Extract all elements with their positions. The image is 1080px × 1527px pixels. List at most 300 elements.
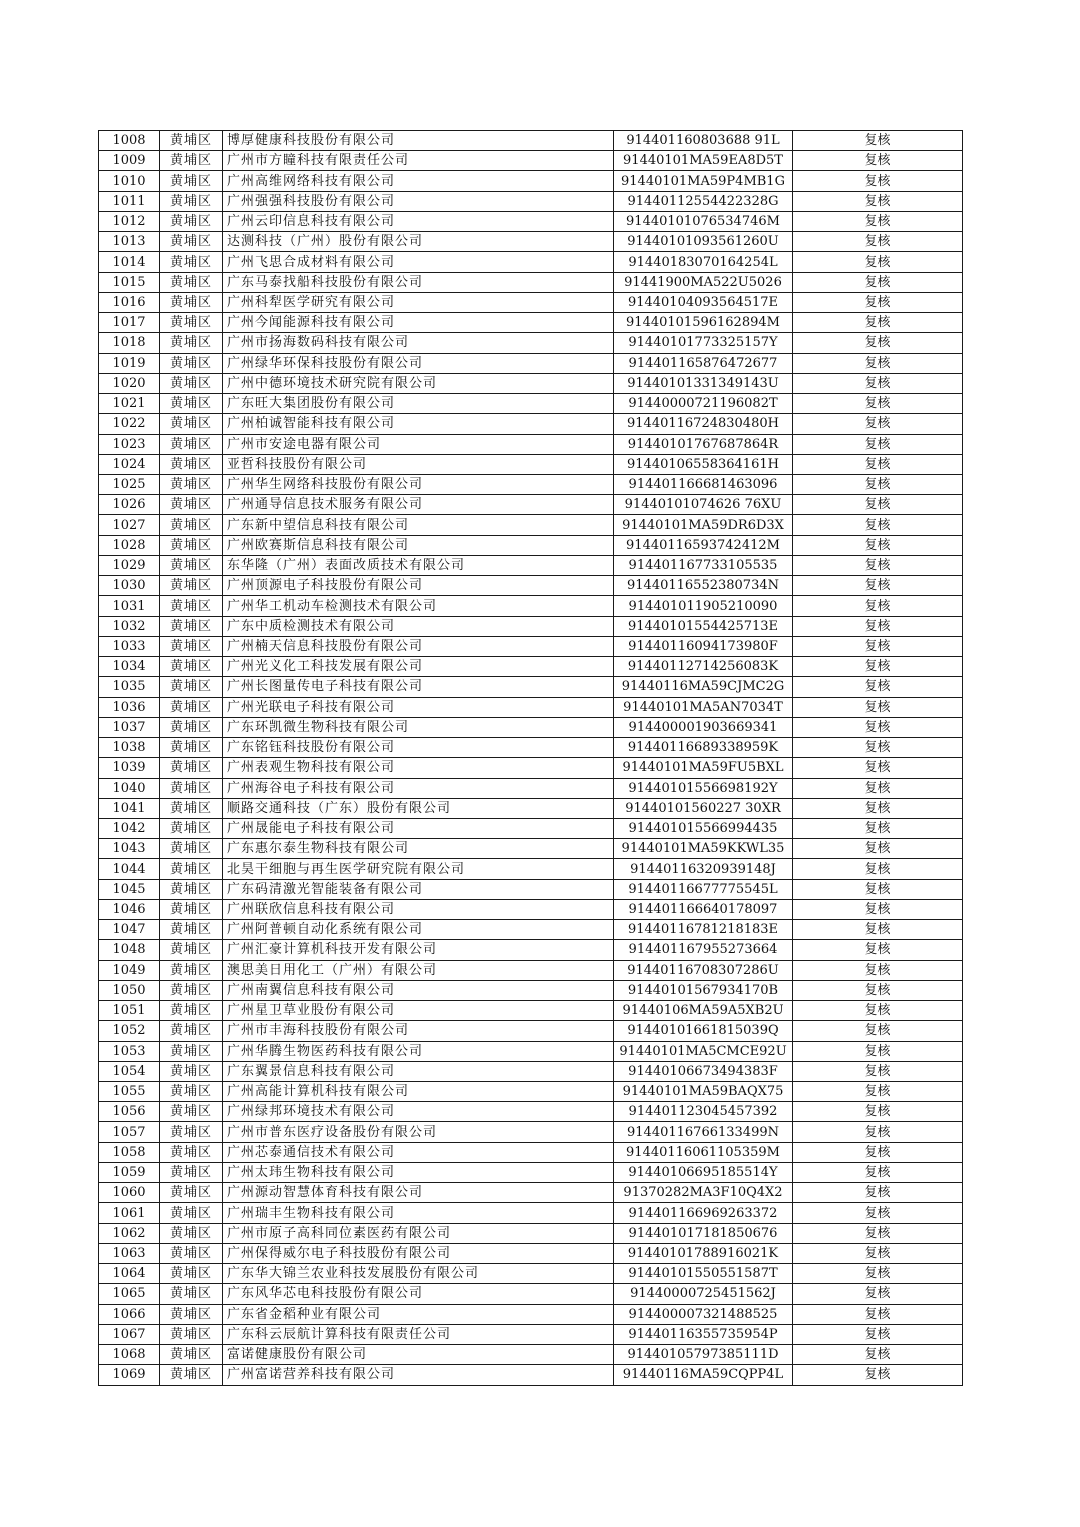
credit-code-cell: 91440116MA59CJMC2G — [614, 677, 793, 697]
company-name-cell: 广东科云辰航计算科技有限责任公司 — [223, 1324, 614, 1344]
row-number: 1037 — [99, 717, 160, 737]
table-row — [99, 211, 963, 231]
credit-code-cell: 914400001903669341 — [614, 717, 793, 737]
company-name-cell: 广州强强科技股份有限公司 — [223, 191, 614, 211]
table-row — [99, 596, 963, 616]
row-number: 1015 — [99, 272, 160, 292]
company-name-cell: 广州飞思合成材料有限公司 — [223, 252, 614, 272]
review-type-cell: 复核 — [793, 1345, 963, 1365]
row-number: 1058 — [99, 1142, 160, 1162]
review-type-cell: 复核 — [793, 495, 963, 515]
review-type-cell: 复核 — [793, 1041, 963, 1061]
company-name-cell: 广州汇豪计算机科技开发有限公司 — [223, 940, 614, 960]
district-cell: 黄埔区 — [160, 738, 223, 758]
table-row — [99, 839, 963, 859]
table-row — [99, 353, 963, 373]
district-cell: 黄埔区 — [160, 1162, 223, 1182]
table-row — [99, 818, 963, 838]
review-type-cell: 复核 — [793, 1183, 963, 1203]
district-cell: 黄埔区 — [160, 333, 223, 353]
table-row — [99, 738, 963, 758]
district-cell: 黄埔区 — [160, 171, 223, 191]
row-number: 1016 — [99, 292, 160, 312]
review-type-cell: 复核 — [793, 697, 963, 717]
review-type-cell: 复核 — [793, 454, 963, 474]
company-name-cell: 广东翼景信息科技有限公司 — [223, 1061, 614, 1081]
company-name-cell: 澳思美日用化工（广州）有限公司 — [223, 960, 614, 980]
row-number: 1044 — [99, 859, 160, 879]
row-number: 1025 — [99, 474, 160, 494]
district-cell: 黄埔区 — [160, 839, 223, 859]
row-number: 1030 — [99, 576, 160, 596]
credit-code-cell: 914400007321488525 — [614, 1304, 793, 1324]
district-cell: 黄埔区 — [160, 1264, 223, 1284]
district-cell: 黄埔区 — [160, 1183, 223, 1203]
credit-code-cell: 91440116689338959K — [614, 738, 793, 758]
district-cell: 黄埔区 — [160, 697, 223, 717]
table-row — [99, 1284, 963, 1304]
table-row — [99, 313, 963, 333]
review-type-cell: 复核 — [793, 738, 963, 758]
credit-code-cell: 91440101567934170B — [614, 980, 793, 1000]
review-type-cell: 复核 — [793, 555, 963, 575]
review-type-cell: 复核 — [793, 920, 963, 940]
review-type-cell: 复核 — [793, 1162, 963, 1182]
company-name-cell: 广州市丰海科技股份有限公司 — [223, 1021, 614, 1041]
district-cell: 黄埔区 — [160, 1122, 223, 1142]
credit-code-cell: 914401167955273664 — [614, 940, 793, 960]
row-number: 1055 — [99, 1082, 160, 1102]
company-name-cell: 广东省金稻种业有限公司 — [223, 1304, 614, 1324]
district-cell: 黄埔区 — [160, 1102, 223, 1122]
company-name-cell: 广州晟能电子科技有限公司 — [223, 818, 614, 838]
row-number: 1031 — [99, 596, 160, 616]
district-cell: 黄埔区 — [160, 353, 223, 373]
district-cell: 黄埔区 — [160, 555, 223, 575]
credit-code-cell: 914401015566994435 — [614, 818, 793, 838]
district-cell: 黄埔区 — [160, 1284, 223, 1304]
district-cell: 黄埔区 — [160, 292, 223, 312]
company-name-cell: 广州源动智慧体育科技有限公司 — [223, 1183, 614, 1203]
table-row — [99, 1324, 963, 1344]
row-number: 1010 — [99, 171, 160, 191]
table-body — [99, 131, 963, 1386]
table-row — [99, 717, 963, 737]
review-type-cell: 复核 — [793, 1021, 963, 1041]
row-number: 1034 — [99, 657, 160, 677]
company-name-cell: 广州富诺营养科技有限公司 — [223, 1365, 614, 1385]
table-row — [99, 1264, 963, 1284]
company-name-cell: 广东铭钰科技股份有限公司 — [223, 738, 614, 758]
company-name-cell: 东华隆（广州）表面改质技术有限公司 — [223, 555, 614, 575]
credit-code-cell: 914401011905210090 — [614, 596, 793, 616]
table-row — [99, 151, 963, 171]
credit-code-cell: 91440101MA59FU5BXL — [614, 758, 793, 778]
row-number: 1053 — [99, 1041, 160, 1061]
row-number: 1047 — [99, 920, 160, 940]
review-type-cell: 复核 — [793, 576, 963, 596]
table-row — [99, 758, 963, 778]
district-cell: 黄埔区 — [160, 920, 223, 940]
credit-code-cell: 914401017181850676 — [614, 1223, 793, 1243]
table-row — [99, 616, 963, 636]
table-row — [99, 920, 963, 940]
review-type-cell: 复核 — [793, 515, 963, 535]
table-row — [99, 697, 963, 717]
row-number: 1061 — [99, 1203, 160, 1223]
review-type-cell: 复核 — [793, 1243, 963, 1263]
table-row — [99, 535, 963, 555]
review-type-cell: 复核 — [793, 211, 963, 231]
district-cell: 黄埔区 — [160, 515, 223, 535]
row-number: 1019 — [99, 353, 160, 373]
district-cell: 黄埔区 — [160, 1061, 223, 1081]
table-row — [99, 292, 963, 312]
company-name-cell: 广州市扬海数码科技有限公司 — [223, 333, 614, 353]
credit-code-cell: 914401166681463096 — [614, 474, 793, 494]
district-cell: 黄埔区 — [160, 636, 223, 656]
review-type-cell: 复核 — [793, 1284, 963, 1304]
company-name-cell: 广东环凯微生物科技有限公司 — [223, 717, 614, 737]
district-cell: 黄埔区 — [160, 596, 223, 616]
row-number: 1041 — [99, 798, 160, 818]
row-number: 1033 — [99, 636, 160, 656]
review-type-cell: 复核 — [793, 717, 963, 737]
district-cell: 黄埔区 — [160, 576, 223, 596]
table-row — [99, 232, 963, 252]
company-name-cell: 广州南翼信息科技有限公司 — [223, 980, 614, 1000]
table-row — [99, 1365, 963, 1385]
table-row — [99, 252, 963, 272]
row-number: 1063 — [99, 1243, 160, 1263]
row-number: 1011 — [99, 191, 160, 211]
credit-code-cell: 91440101596162894M — [614, 313, 793, 333]
table-row — [99, 1061, 963, 1081]
credit-code-cell: 914401166969263372 — [614, 1203, 793, 1223]
company-name-cell: 广州华腾生物医药科技有限公司 — [223, 1041, 614, 1061]
row-number: 1026 — [99, 495, 160, 515]
row-number: 1022 — [99, 414, 160, 434]
row-number: 1013 — [99, 232, 160, 252]
credit-code-cell: 91440101076534746M — [614, 211, 793, 231]
district-cell: 黄埔区 — [160, 1001, 223, 1021]
credit-code-cell: 91440101767687864R — [614, 434, 793, 454]
review-type-cell: 复核 — [793, 353, 963, 373]
row-number: 1028 — [99, 535, 160, 555]
credit-code-cell: 91370282MA3F10Q4X2 — [614, 1183, 793, 1203]
row-number: 1045 — [99, 879, 160, 899]
row-number: 1035 — [99, 677, 160, 697]
row-number: 1029 — [99, 555, 160, 575]
review-type-cell: 复核 — [793, 1082, 963, 1102]
credit-code-cell: 91440000721196082T — [614, 394, 793, 414]
credit-code-cell: 91440106695185514Y — [614, 1162, 793, 1182]
table-row — [99, 940, 963, 960]
district-cell: 黄埔区 — [160, 313, 223, 333]
row-number: 1048 — [99, 940, 160, 960]
district-cell: 黄埔区 — [160, 373, 223, 393]
row-number: 1050 — [99, 980, 160, 1000]
row-number: 1036 — [99, 697, 160, 717]
table-row — [99, 1142, 963, 1162]
company-name-cell: 广州表观生物科技有限公司 — [223, 758, 614, 778]
table-row — [99, 1162, 963, 1182]
row-number: 1023 — [99, 434, 160, 454]
row-number: 1066 — [99, 1304, 160, 1324]
credit-code-cell: 91440101093561260U — [614, 232, 793, 252]
district-cell: 黄埔区 — [160, 657, 223, 677]
row-number: 1054 — [99, 1061, 160, 1081]
review-type-cell: 复核 — [793, 778, 963, 798]
credit-code-cell: 91440101661815039Q — [614, 1021, 793, 1041]
company-name-cell: 广州太玮生物科技有限公司 — [223, 1162, 614, 1182]
district-cell: 黄埔区 — [160, 1142, 223, 1162]
review-type-cell: 复核 — [793, 535, 963, 555]
table-row — [99, 272, 963, 292]
company-name-cell: 广州高能计算机科技有限公司 — [223, 1082, 614, 1102]
district-cell: 黄埔区 — [160, 252, 223, 272]
review-type-cell: 复核 — [793, 131, 963, 151]
credit-code-cell: 91440101MA59BAQX75 — [614, 1082, 793, 1102]
company-name-cell: 北昊干细胞与再生医学研究院有限公司 — [223, 859, 614, 879]
credit-code-cell: 91440104093564517E — [614, 292, 793, 312]
table-row — [99, 515, 963, 535]
company-name-cell: 广州科犁医学研究有限公司 — [223, 292, 614, 312]
table-row — [99, 1082, 963, 1102]
credit-code-cell: 91440116094173980F — [614, 636, 793, 656]
company-name-cell: 博厚健康科技股份有限公司 — [223, 131, 614, 151]
district-cell: 黄埔区 — [160, 151, 223, 171]
review-type-cell: 复核 — [793, 232, 963, 252]
row-number: 1049 — [99, 960, 160, 980]
credit-code-cell: 91440116724830480H — [614, 414, 793, 434]
company-list-table — [98, 130, 963, 1386]
review-type-cell: 复核 — [793, 394, 963, 414]
row-number: 1038 — [99, 738, 160, 758]
district-cell: 黄埔区 — [160, 818, 223, 838]
credit-code-cell: 91440101MA59EA8D5T — [614, 151, 793, 171]
row-number: 1008 — [99, 131, 160, 151]
row-number: 1020 — [99, 373, 160, 393]
table-row — [99, 677, 963, 697]
review-type-cell: 复核 — [793, 1223, 963, 1243]
credit-code-cell: 91440101556698192Y — [614, 778, 793, 798]
row-number: 1062 — [99, 1223, 160, 1243]
review-type-cell: 复核 — [793, 1264, 963, 1284]
company-name-cell: 达测科技（广州）股份有限公司 — [223, 232, 614, 252]
credit-code-cell: 91440101MA5AN7034T — [614, 697, 793, 717]
review-type-cell: 复核 — [793, 616, 963, 636]
review-type-cell: 复核 — [793, 1203, 963, 1223]
row-number: 1027 — [99, 515, 160, 535]
company-name-cell: 广州绿华环保科技股份有限公司 — [223, 353, 614, 373]
district-cell: 黄埔区 — [160, 1041, 223, 1061]
district-cell: 黄埔区 — [160, 1365, 223, 1385]
company-name-cell: 广东中质检测技术有限公司 — [223, 616, 614, 636]
review-type-cell: 复核 — [793, 960, 963, 980]
review-type-cell: 复核 — [793, 474, 963, 494]
district-cell: 黄埔区 — [160, 1203, 223, 1223]
row-number: 1065 — [99, 1284, 160, 1304]
company-name-cell: 广州芯泰通信技术有限公司 — [223, 1142, 614, 1162]
review-type-cell: 复核 — [793, 657, 963, 677]
credit-code-cell: 91440000725451562J — [614, 1284, 793, 1304]
district-cell: 黄埔区 — [160, 535, 223, 555]
credit-code-cell: 91440101MA59DR6D3X — [614, 515, 793, 535]
table-row — [99, 1304, 963, 1324]
table-row — [99, 980, 963, 1000]
company-name-cell: 广州柏诚智能科技有限公司 — [223, 414, 614, 434]
review-type-cell: 复核 — [793, 758, 963, 778]
review-type-cell: 复核 — [793, 839, 963, 859]
company-name-cell: 广州市原子高科同位素医药有限公司 — [223, 1223, 614, 1243]
row-number: 1068 — [99, 1345, 160, 1365]
company-name-cell: 广州海谷电子科技有限公司 — [223, 778, 614, 798]
company-name-cell: 广东旺大集团股份有限公司 — [223, 394, 614, 414]
row-number: 1067 — [99, 1324, 160, 1344]
credit-code-cell: 914401160803688 91L — [614, 131, 793, 151]
review-type-cell: 复核 — [793, 414, 963, 434]
district-cell: 黄埔区 — [160, 940, 223, 960]
review-type-cell: 复核 — [793, 980, 963, 1000]
table-row — [99, 394, 963, 414]
credit-code-cell: 91440101554425713E — [614, 616, 793, 636]
review-type-cell: 复核 — [793, 151, 963, 171]
review-type-cell: 复核 — [793, 798, 963, 818]
table-row — [99, 1183, 963, 1203]
row-number: 1060 — [99, 1183, 160, 1203]
row-number: 1046 — [99, 899, 160, 919]
review-type-cell: 复核 — [793, 292, 963, 312]
company-name-cell: 广东新中望信息科技有限公司 — [223, 515, 614, 535]
company-name-cell: 广州楠天信息科技股份有限公司 — [223, 636, 614, 656]
company-name-cell: 广东华大锦兰农业科技发展股份有限公司 — [223, 1264, 614, 1284]
credit-code-cell: 91440101074626 76XU — [614, 495, 793, 515]
row-number: 1056 — [99, 1102, 160, 1122]
credit-code-cell: 91440112554422328G — [614, 191, 793, 211]
credit-code-cell: 91440105797385111D — [614, 1345, 793, 1365]
company-name-cell: 广州高维网络科技有限公司 — [223, 171, 614, 191]
table-row — [99, 1243, 963, 1263]
row-number: 1059 — [99, 1162, 160, 1182]
credit-code-cell: 91440101550551587T — [614, 1264, 793, 1284]
table-row — [99, 879, 963, 899]
credit-code-cell: 91440116708307286U — [614, 960, 793, 980]
table-row — [99, 960, 963, 980]
credit-code-cell: 91440116593742412M — [614, 535, 793, 555]
company-name-cell: 广州市普东医疗设备股份有限公司 — [223, 1122, 614, 1142]
company-name-cell: 广州瑞丰生物科技有限公司 — [223, 1203, 614, 1223]
company-name-cell: 广东马泰找船科技股份有限公司 — [223, 272, 614, 292]
review-type-cell: 复核 — [793, 859, 963, 879]
review-type-cell: 复核 — [793, 313, 963, 333]
district-cell: 黄埔区 — [160, 758, 223, 778]
review-type-cell: 复核 — [793, 252, 963, 272]
district-cell: 黄埔区 — [160, 434, 223, 454]
credit-code-cell: 91440106MA59A5XB2U — [614, 1001, 793, 1021]
credit-code-cell: 91440116061105359M — [614, 1142, 793, 1162]
district-cell: 黄埔区 — [160, 616, 223, 636]
company-name-cell: 广州绿邦环境技术有限公司 — [223, 1102, 614, 1122]
district-cell: 黄埔区 — [160, 495, 223, 515]
review-type-cell: 复核 — [793, 1324, 963, 1344]
row-number: 1017 — [99, 313, 160, 333]
credit-code-cell: 91440101MA59KKWL35 — [614, 839, 793, 859]
table-row — [99, 798, 963, 818]
review-type-cell: 复核 — [793, 171, 963, 191]
district-cell: 黄埔区 — [160, 232, 223, 252]
table-row — [99, 1001, 963, 1021]
table-row — [99, 191, 963, 211]
table-row — [99, 859, 963, 879]
review-type-cell: 复核 — [793, 1304, 963, 1324]
district-cell: 黄埔区 — [160, 899, 223, 919]
credit-code-cell: 914401167733105535 — [614, 555, 793, 575]
review-type-cell: 复核 — [793, 333, 963, 353]
review-type-cell: 复核 — [793, 373, 963, 393]
district-cell: 黄埔区 — [160, 272, 223, 292]
company-name-cell: 广州阿普顿自动化系统有限公司 — [223, 920, 614, 940]
district-cell: 黄埔区 — [160, 1345, 223, 1365]
review-type-cell: 复核 — [793, 940, 963, 960]
table-row — [99, 1041, 963, 1061]
credit-code-cell: 91440106673494383F — [614, 1061, 793, 1081]
table-row — [99, 576, 963, 596]
district-cell: 黄埔区 — [160, 798, 223, 818]
table-row — [99, 171, 963, 191]
review-type-cell: 复核 — [793, 879, 963, 899]
review-type-cell: 复核 — [793, 899, 963, 919]
company-name-cell: 广州中德环境技术研究院有限公司 — [223, 373, 614, 393]
row-number: 1064 — [99, 1264, 160, 1284]
district-cell: 黄埔区 — [160, 1082, 223, 1102]
row-number: 1014 — [99, 252, 160, 272]
company-name-cell: 广州欧赛斯信息科技有限公司 — [223, 535, 614, 555]
company-name-cell: 富诺健康股份有限公司 — [223, 1345, 614, 1365]
district-cell: 黄埔区 — [160, 1304, 223, 1324]
company-name-cell: 广东风华芯电科技股份有限公司 — [223, 1284, 614, 1304]
district-cell: 黄埔区 — [160, 131, 223, 151]
credit-code-cell: 91440101MA5CMCE92U — [614, 1041, 793, 1061]
review-type-cell: 复核 — [793, 1102, 963, 1122]
company-name-cell: 顺路交通科技（广东）股份有限公司 — [223, 798, 614, 818]
district-cell: 黄埔区 — [160, 394, 223, 414]
district-cell: 黄埔区 — [160, 778, 223, 798]
company-name-cell: 广州顶源电子科技股份有限公司 — [223, 576, 614, 596]
row-number: 1039 — [99, 758, 160, 778]
table-row — [99, 1122, 963, 1142]
company-name-cell: 广东码清激光智能装备有限公司 — [223, 879, 614, 899]
company-name-cell: 广州光义化工科技发展有限公司 — [223, 657, 614, 677]
district-cell: 黄埔区 — [160, 879, 223, 899]
credit-code-cell: 91441900MA522U5026 — [614, 272, 793, 292]
credit-code-cell: 91440101331349143U — [614, 373, 793, 393]
district-cell: 黄埔区 — [160, 191, 223, 211]
row-number: 1057 — [99, 1122, 160, 1142]
district-cell: 黄埔区 — [160, 677, 223, 697]
table-row — [99, 495, 963, 515]
district-cell: 黄埔区 — [160, 1223, 223, 1243]
company-name-cell: 广州通导信息技术服务有限公司 — [223, 495, 614, 515]
table-row — [99, 333, 963, 353]
review-type-cell: 复核 — [793, 1142, 963, 1162]
company-name-cell: 广州市安途电器有限公司 — [223, 434, 614, 454]
credit-code-cell: 91440116MA59CQPP4L — [614, 1365, 793, 1385]
table-row — [99, 899, 963, 919]
company-name-cell: 广州华工机动车检测技术有限公司 — [223, 596, 614, 616]
company-name-cell: 广州联欣信息科技有限公司 — [223, 899, 614, 919]
table-row — [99, 373, 963, 393]
